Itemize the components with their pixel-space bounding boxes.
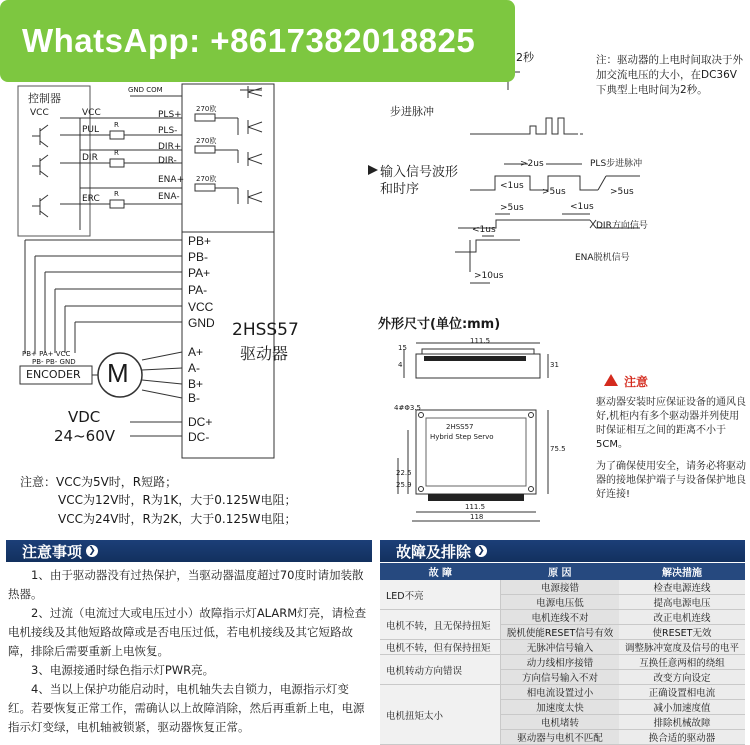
gnd-com-label: GND COM [128,86,163,94]
dim-4: 4 [398,361,403,369]
label-gt5us-b: >5us [610,187,634,197]
resistor-label-1: R [114,121,119,129]
motor-label: M [107,358,129,388]
chevron-right-icon: ❯ [475,545,487,557]
solution-cell: 减小加速度值 [619,700,745,715]
label-gt5us-c: >5us [500,203,524,213]
dim-31: 31 [550,361,559,369]
board-model: 2HSS57 [446,423,474,431]
label-lt1us-b: <1us [570,202,594,212]
cause-cell: 方向信号输入不对 [501,670,619,685]
dim-25-9: 25.9 [396,481,412,489]
row-vcc-label: VCC [82,108,101,118]
two-sec-label: 2秒 [516,51,534,64]
dim-hole: 4#Φ3.5 [394,404,421,412]
whatsapp-banner[interactable]: WhatsApp: +8617382018825 [0,0,515,82]
signal-dir-plus: DIR+ [158,142,182,152]
label-gt2us: >2us [520,159,544,169]
cause-cell: 动力线相序接错 [501,655,619,670]
troubleshoot-header [380,540,745,562]
pin-pa-plus: PA+ [188,266,211,280]
dim-111-5-top: 111.5 [470,337,491,345]
pin-a-minus: A- [188,361,200,375]
dim-111-5-bottom: 111.5 [465,503,486,511]
cause-cell: 脱机使能RESET信号有效 [501,625,619,640]
pin-pb-plus: PB+ [188,234,212,248]
warning-icon [604,374,618,386]
encoder-pins-bottom: PB- PB- GND [32,358,76,366]
cause-cell: 驱动器与电机不匹配 [501,730,619,745]
label-ena: ENA脱机信号 [575,253,630,263]
dim-15: 15 [398,344,407,352]
board-subtitle: Hybrid Step Servo [430,433,494,441]
solution-cell: 改正电机连线 [619,610,745,625]
solution-cell: 换合适的驱动器 [619,730,745,745]
label-pls: PLS步进脉冲 [590,159,643,169]
power-note: 注：驱动器的上电时间取决于外加交流电压的大小，在DC36V下典型上电时间为2秒。 [596,54,743,96]
precautions-list [8,566,370,737]
caution-title: 注意 [624,375,649,389]
cause-cell: 电源电压低 [501,595,619,610]
wiring-note-3: VCC为24V时，R为2K，大于0.125W电阻； [58,512,297,526]
encoder-pins-top: PB+ PA+ VCC [22,350,71,358]
solution-cell: 正确设置相电流 [619,685,745,700]
precautions-title: 注意事项 [22,542,83,561]
controller-vcc-label: VCC [30,108,49,118]
solution-cell: 互换任意两相的绕组 [619,655,745,670]
precautions-header [6,540,372,562]
label-lt1us-a: <1us [500,181,524,191]
chevron-right-icon: ❯ [86,545,98,557]
controller-label: 控制器 [28,92,61,105]
solution-cell: 提高电源电压 [619,595,745,610]
signal-pls-minus: PLS- [158,126,178,136]
fault-cell: 电机不转，但有保持扭矩 [380,640,501,655]
signal-pls-plus: PLS+ [158,110,182,120]
solution-cell: 改变方向设定 [619,670,745,685]
fault-cell: 电机不转，且无保持扭矩 [380,610,501,640]
troubleshoot-table [380,563,745,745]
step-pulse-label: 步进脉冲 [390,105,434,118]
precaution-item: 1、由于驱动器没有过热保护，当驱动器温度超过70度时请加装散热器。 [8,568,364,601]
encoder-label: ENCODER [26,368,81,381]
ohm-label-3: 270欧 [196,175,217,183]
pin-dc-minus: DC- [188,430,210,444]
fault-cell: 电机扭矩太小 [380,685,501,745]
cause-cell: 加速度太快 [501,700,619,715]
resistor-label-2: R [114,149,119,157]
table-row [380,655,745,670]
solution-cell: 排除机械故障 [619,715,745,730]
pin-dc-plus: DC+ [188,415,213,429]
table-row [380,580,745,595]
label-gt10us: >10us [474,271,504,281]
pin-gnd: GND [188,316,215,330]
table-row [380,640,745,655]
label-dir: DIR方向信号 [596,221,648,231]
caution-para-1: 驱动器安装时应保证设备的通风良好,机柜内有多个驱动器并列使用时保证相互之间的距离不小于5CM。 [596,397,746,450]
dim-75-5: 75.5 [550,445,566,453]
pin-a-plus: A+ [188,345,204,359]
pin-b-plus: B+ [188,377,204,391]
solution-cell: 使RESET无效 [619,625,745,640]
col-cause: 原 因 [501,563,619,580]
pin-pa-minus: PA- [188,283,208,297]
cause-cell: 电机连线不对 [501,610,619,625]
row-dir-label: DIR [82,153,98,163]
table-row [380,685,745,700]
pin-pb-minus: PB- [188,250,209,264]
label-gt5us-a: >5us [542,187,566,197]
pin-b-minus: B- [188,391,200,405]
pin-vcc: VCC [188,300,214,314]
driver-model: 2HSS57 [232,320,299,340]
caution-para-2: 为了确保使用安全，请务必将驱动器的接地保护端子与设备保护地良好连接! [596,461,746,500]
timing-title: 输入信号波形和时序 [380,165,459,197]
signal-ena-minus: ENA- [158,192,180,202]
table-row [380,610,745,625]
driver-label: 驱动器 [240,344,289,363]
vdc-label: VDC [68,408,101,426]
precaution-item: 2、过流（电流过大或电压过小）故障指示灯ALARM灯亮，请检查电机接线及其他短路故障或是否电压过低，若电机接线及其它短路故障，排除后需要重新上电恢复。 [8,606,367,658]
wiring-note-2: VCC为12V时，R为1K，大于0.125W电阻； [58,493,297,507]
solution-cell: 调整脉冲宽度及信号的电平 [619,640,745,655]
cause-cell: 电源接错 [501,580,619,595]
col-solution: 解决措施 [619,563,745,580]
dim-22-5: 22.5 [396,469,412,477]
cause-cell: 相电流设置过小 [501,685,619,700]
fault-cell: LED不亮 [380,580,501,610]
dimensions-title: 外形尺寸(单位:mm) [378,317,501,332]
solution-cell: 检查电源连线 [619,580,745,595]
vdc-range-label: 24~60V [54,427,116,445]
signal-dir-minus: DIR- [158,156,177,166]
cause-cell: 无脉冲信号输入 [501,640,619,655]
precaution-item: 4、当以上保护功能启动时，电机轴失去自锁力，电源指示灯变红。若要恢复正常工作，需确认以上故障消除，然后再重新上电，电源指示灯变绿，电机轴被锁紧，驱动器恢复正常。 [8,682,365,734]
precaution-item: 3、电源接通时绿色指示灯PWR亮。 [31,663,215,677]
ohm-label-2: 270欧 [196,137,217,145]
resistor-label-3: R [114,190,119,198]
col-fault: 故 障 [380,563,501,580]
signal-ena-plus: ENA+ [158,175,185,185]
wiring-note-1: 注意：VCC为5V时，R短路； [20,475,178,489]
row-erc-label: ERC [82,194,100,204]
cause-cell: 电机堵转 [501,715,619,730]
row-pul-label: PUL [82,125,100,135]
label-lt1us-c: <1us [472,225,496,235]
ohm-label-1: 270欧 [196,105,217,113]
dim-118: 118 [470,513,484,521]
fault-cell: 电机转动方向错误 [380,655,501,685]
troubleshoot-title: 故障及排除 [396,542,472,561]
